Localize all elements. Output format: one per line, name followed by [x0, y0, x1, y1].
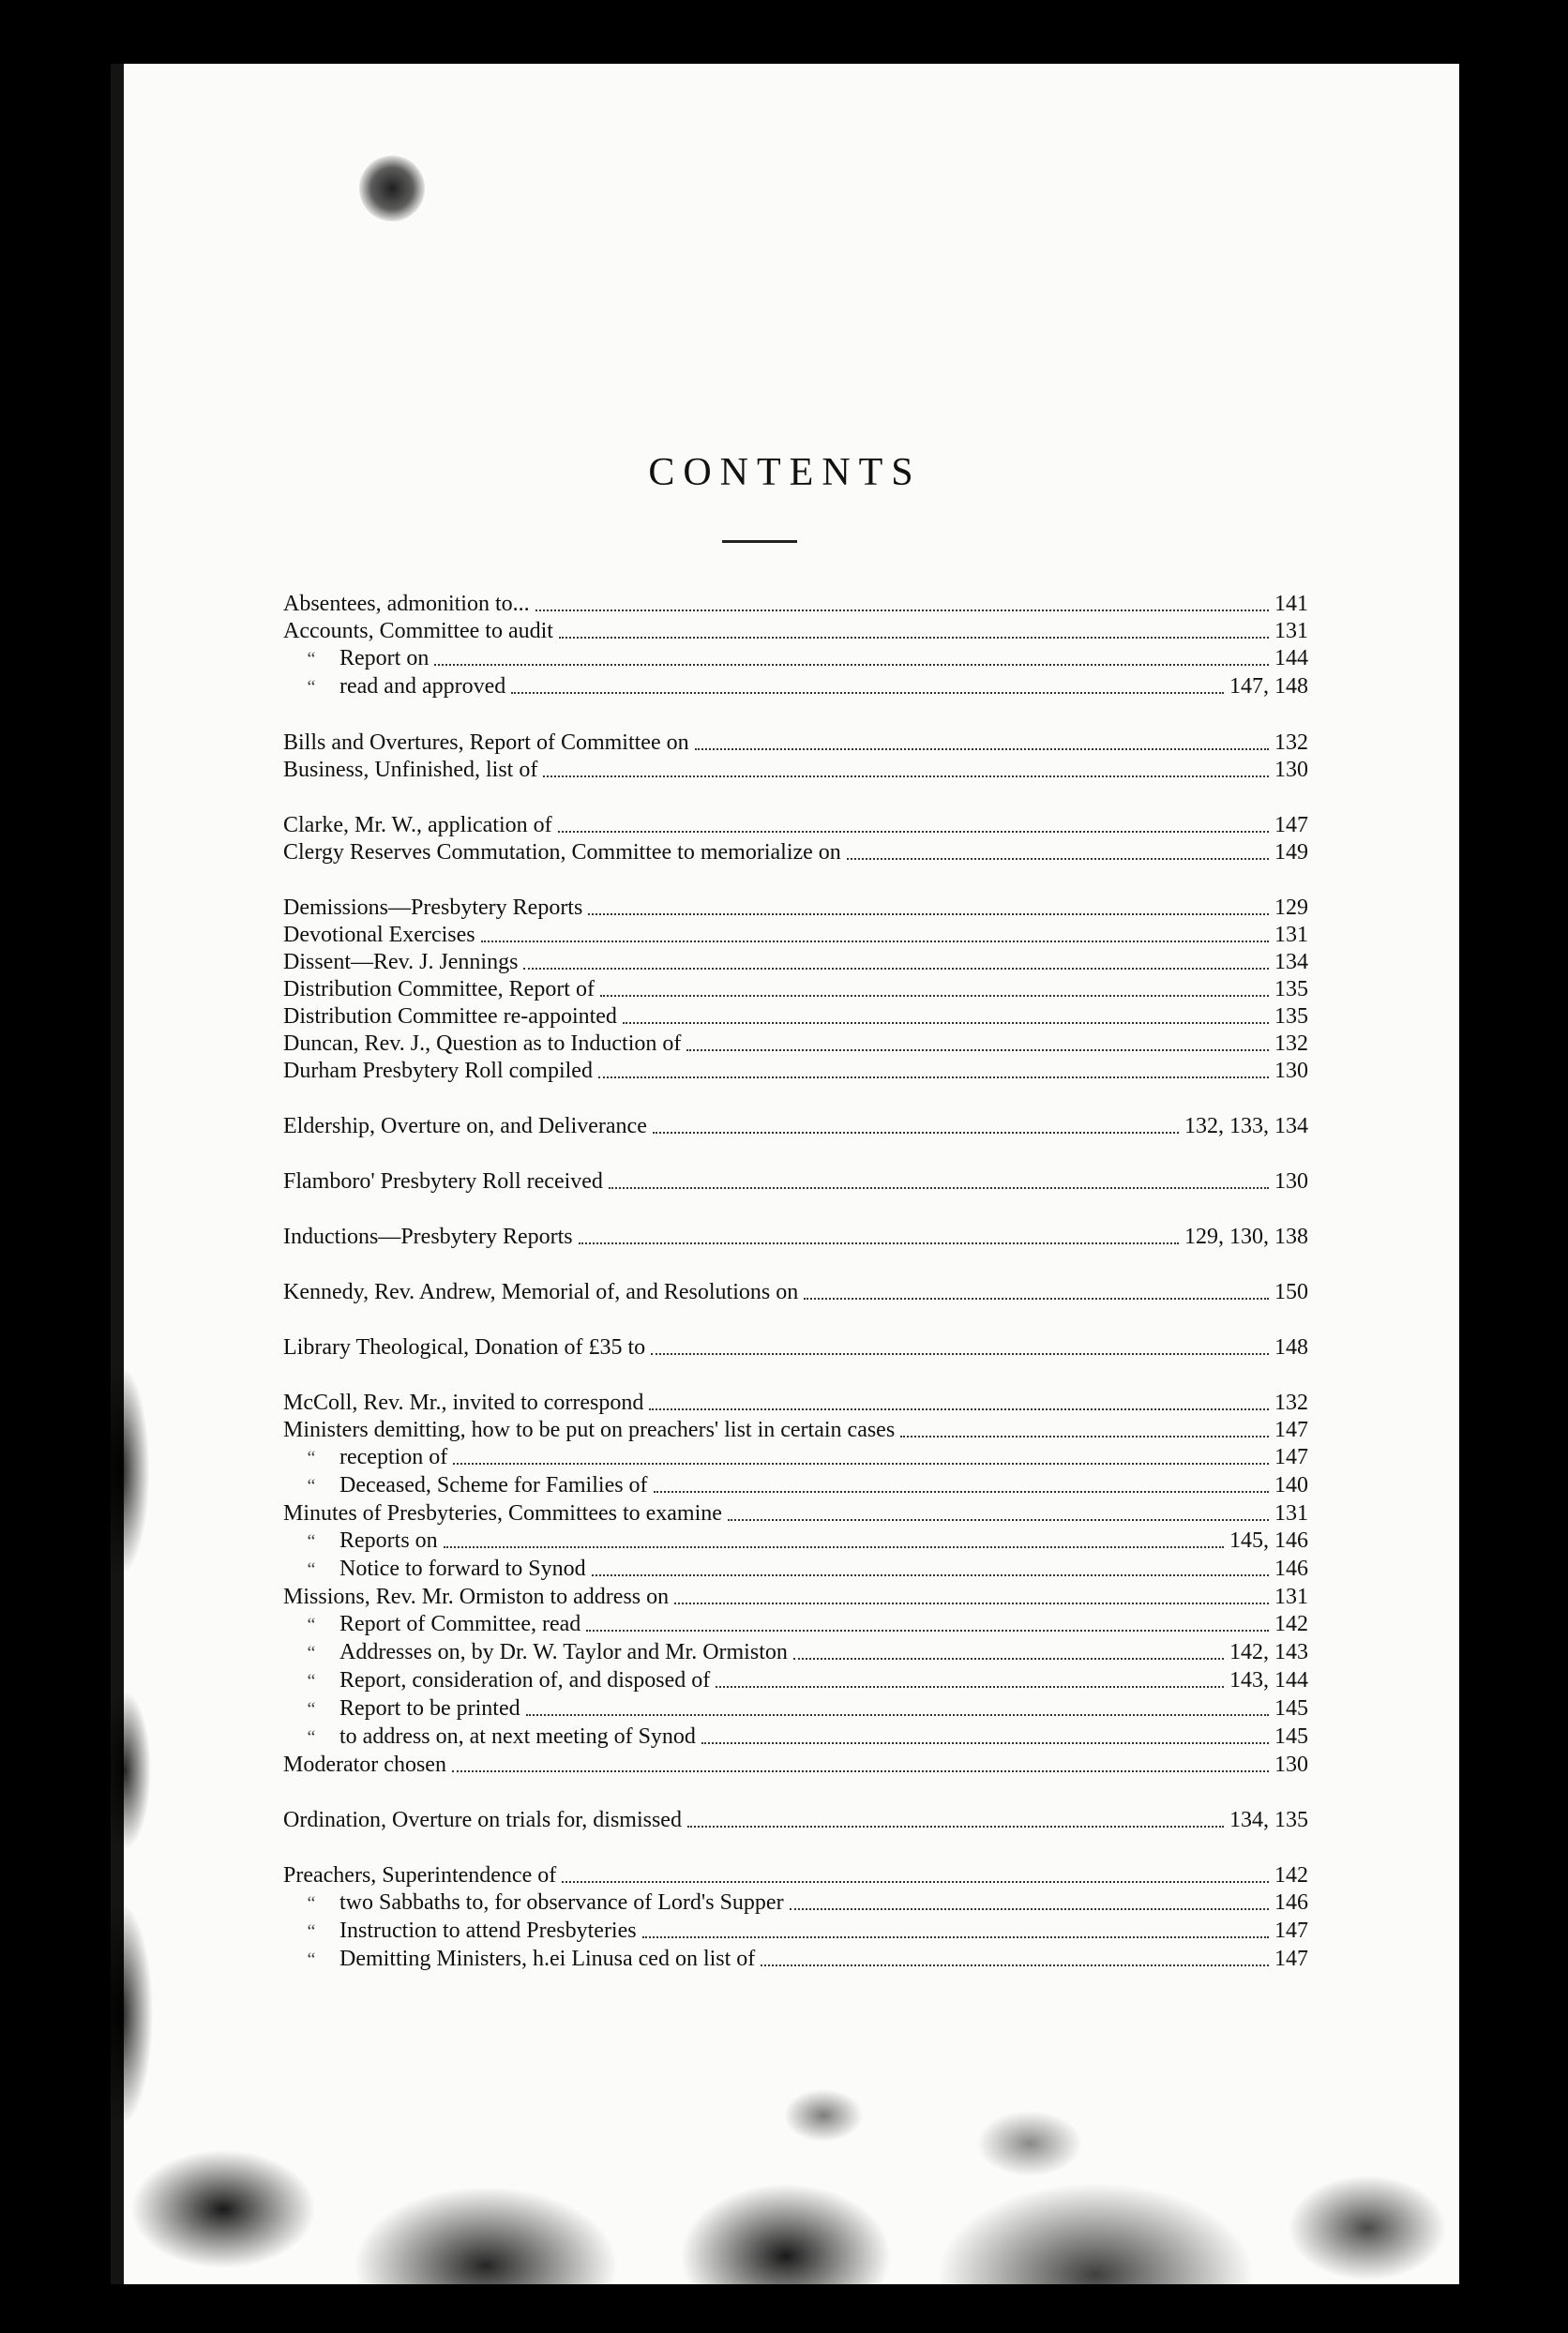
- dot-leader: [793, 1658, 1224, 1660]
- toc-entry-title: Library Theological, Donation of £35 to: [283, 1335, 646, 1360]
- dot-leader: [600, 995, 1269, 997]
- toc-entry: [283, 1224, 1308, 1251]
- toc-entry: [283, 1723, 1308, 1752]
- toc-entry-page: 130: [1274, 1753, 1308, 1777]
- toc-group: [283, 1168, 1308, 1196]
- toc-entry: [283, 1695, 1308, 1723]
- toc-entry-page: 132: [1274, 1391, 1308, 1415]
- dot-leader: [623, 1022, 1269, 1024]
- toc-entry-page: 145: [1274, 1696, 1308, 1721]
- toc-entry-page: 141: [1274, 592, 1308, 616]
- toc-entry: [283, 645, 1308, 673]
- toc-entry-title: Business, Unfinished, list of: [283, 758, 538, 782]
- dot-leader: [559, 637, 1269, 639]
- toc-entry-title: Inductions—Presbytery Reports: [283, 1225, 573, 1249]
- dot-leader: [579, 1242, 1179, 1244]
- toc-entry: [283, 1611, 1308, 1639]
- toc-entry-title: Preachers, Superintendence of: [283, 1863, 557, 1888]
- dot-leader: [543, 775, 1269, 777]
- toc-entry-page: 147: [1274, 813, 1308, 837]
- dot-leader: [511, 692, 1224, 694]
- toc-entry: [283, 730, 1308, 757]
- toc-entry-title: Eldership, Overture on, and Deliverance: [283, 1114, 647, 1138]
- toc-group: [283, 1334, 1308, 1362]
- toc-entry-page: 146: [1274, 1890, 1308, 1915]
- ditto-mark: “: [307, 1531, 316, 1552]
- toc-entry-page: 144: [1274, 646, 1308, 670]
- toc-entry-page: 132, 133, 134: [1184, 1114, 1308, 1138]
- toc-entry: [283, 618, 1308, 645]
- toc-entry-title: Dissent—Rev. J. Jennings: [283, 950, 519, 974]
- toc-entry: [283, 895, 1308, 922]
- toc-entry: [283, 949, 1308, 976]
- toc-group: [283, 895, 1308, 1085]
- toc-group: [283, 1279, 1308, 1306]
- toc-entry-page: 150: [1274, 1280, 1308, 1304]
- toc-entry-title: two Sabbaths to, for observance of Lord's Supper: [339, 1890, 784, 1915]
- toc-entry: [283, 1752, 1308, 1779]
- toc-entry: [283, 1528, 1308, 1556]
- toc-entry-page: 145, 146: [1229, 1528, 1308, 1553]
- page-title: CONTENTS: [648, 451, 922, 494]
- dot-leader: [444, 1546, 1224, 1548]
- toc-entry: [283, 839, 1308, 866]
- ditto-mark: “: [307, 1893, 316, 1914]
- toc-entry-page: 147: [1274, 1919, 1308, 1943]
- toc-entry-title: Absentees, admonition to...: [283, 592, 530, 616]
- title-rule: [722, 540, 797, 543]
- dot-leader: [804, 1298, 1269, 1300]
- toc-entry: [283, 1584, 1308, 1611]
- toc-entry-page: 134: [1274, 950, 1308, 974]
- toc-entry: [283, 1556, 1308, 1584]
- dot-leader: [526, 1714, 1269, 1716]
- toc-entry-title: Distribution Committee re-appointed: [283, 1004, 617, 1029]
- toc-entry-title: Distribution Committee, Report of: [283, 977, 595, 1001]
- toc-entry-title: Instruction to attend Presbyteries: [339, 1919, 637, 1943]
- dot-leader: [609, 1187, 1269, 1189]
- toc-group: [283, 730, 1308, 784]
- ditto-mark: “: [307, 1559, 316, 1580]
- toc-group: [283, 812, 1308, 866]
- toc-entry-page: 129, 130, 138: [1184, 1225, 1308, 1249]
- dot-leader: [535, 610, 1269, 611]
- ditto-mark: “: [307, 1476, 316, 1497]
- toc-entry: [283, 591, 1308, 618]
- toc-entry-title: Clarke, Mr. W., application of: [283, 813, 552, 837]
- toc-entry-page: 142, 143: [1229, 1640, 1308, 1664]
- toc-entry-page: 131: [1274, 1585, 1308, 1609]
- toc-entry-page: 132: [1274, 730, 1308, 755]
- toc-entry-title: reception of: [339, 1445, 448, 1469]
- toc-group: [283, 1113, 1308, 1140]
- toc-entry: [283, 1889, 1308, 1918]
- toc-entry-page: 130: [1274, 1059, 1308, 1083]
- toc-entry-title: Notice to forward to Synod: [339, 1557, 586, 1581]
- toc-entry-page: 143, 144: [1229, 1668, 1308, 1693]
- dot-leader: [761, 1964, 1269, 1966]
- dot-leader: [695, 748, 1269, 750]
- ditto-mark: “: [307, 1671, 316, 1692]
- toc-group: [283, 1807, 1308, 1834]
- toc-entry-title: Ordination, Overture on trials for, dismissed: [283, 1808, 682, 1832]
- ditto-mark: “: [307, 1921, 316, 1942]
- dot-leader: [716, 1686, 1224, 1688]
- dot-leader: [523, 968, 1269, 970]
- toc-entry-page: 149: [1274, 840, 1308, 865]
- ditto-mark: “: [307, 1699, 316, 1720]
- ditto-mark: “: [307, 1615, 316, 1635]
- toc-entry-title: McColl, Rev. Mr., invited to correspond: [283, 1391, 644, 1415]
- dot-leader: [642, 1936, 1269, 1938]
- toc-entry-title: to address on, at next meeting of Synod: [339, 1724, 696, 1749]
- toc-entry: [283, 1058, 1308, 1085]
- toc-entry: [283, 812, 1308, 839]
- toc-entry-title: Demitting Ministers, h.ei Linusa ced on list of: [339, 1947, 756, 1971]
- toc-entry-page: 130: [1274, 758, 1308, 782]
- toc-entry-page: 147: [1274, 1418, 1308, 1442]
- toc-entry-page: 134, 135: [1229, 1808, 1308, 1832]
- toc-entry-title: Kennedy, Rev. Andrew, Memorial of, and Resolutions on: [283, 1280, 799, 1304]
- toc-entry-title: Durham Presbytery Roll compiled: [283, 1059, 593, 1083]
- toc-entry-title: Deceased, Scheme for Families of: [339, 1473, 648, 1498]
- toc-entry: [283, 673, 1308, 701]
- water-damage-bottom: [111, 1994, 1459, 2284]
- dot-leader: [588, 913, 1269, 915]
- toc-entry: [283, 1862, 1308, 1889]
- toc-entry: [283, 1390, 1308, 1417]
- ditto-mark: “: [307, 1448, 316, 1468]
- toc-entry-title: Report of Committee, read: [339, 1612, 581, 1636]
- toc-entry: [283, 1807, 1308, 1834]
- dot-leader: [900, 1436, 1269, 1437]
- toc-entry-title: Moderator chosen: [283, 1753, 446, 1777]
- toc-entry-title: Devotional Exercises: [283, 923, 475, 947]
- toc-entry: [283, 1500, 1308, 1528]
- toc-entry: [283, 1031, 1308, 1058]
- toc-entry-page: 131: [1274, 619, 1308, 643]
- toc-entry-title: Report, consideration of, and disposed of: [339, 1668, 711, 1693]
- dot-leader: [586, 1630, 1269, 1632]
- ditto-mark: “: [307, 1727, 316, 1748]
- toc-entry-page: 140: [1274, 1473, 1308, 1498]
- toc-group: [283, 1862, 1308, 1974]
- toc-entry-title: Minutes of Presbyteries, Committees to examine: [283, 1501, 722, 1526]
- toc-entry-title: Duncan, Rev. J., Question as to Induction of: [283, 1031, 682, 1056]
- toc-entry-title: Missions, Rev. Mr. Ormiston to address on: [283, 1585, 670, 1609]
- toc-entry-title: Addresses on, by Dr. W. Taylor and Mr. Ormiston: [339, 1640, 788, 1664]
- toc-entry: [283, 976, 1308, 1003]
- toc-entry-page: 131: [1274, 1501, 1308, 1526]
- toc-entry: [283, 1667, 1308, 1695]
- toc-entry: [283, 1003, 1308, 1031]
- toc-entry: [283, 1946, 1308, 1974]
- toc-entry-title: Report on: [339, 646, 430, 670]
- toc-entry: [283, 1417, 1308, 1444]
- dot-leader: [453, 1463, 1269, 1465]
- dot-leader: [598, 1076, 1269, 1078]
- toc-entry-page: 142: [1274, 1863, 1308, 1888]
- ditto-mark: “: [307, 1949, 316, 1970]
- toc-entry-page: 145: [1274, 1724, 1308, 1749]
- toc-entry-page: 132: [1274, 1031, 1308, 1056]
- toc-group: [283, 1390, 1308, 1779]
- toc-group: [283, 1224, 1308, 1251]
- toc-entry-title: Report to be printed: [339, 1696, 520, 1721]
- dot-leader: [654, 1491, 1269, 1493]
- dot-leader: [687, 1826, 1224, 1828]
- dot-leader: [686, 1049, 1269, 1051]
- dot-leader: [701, 1742, 1269, 1744]
- toc-entry-page: 147: [1274, 1445, 1308, 1469]
- dot-leader: [558, 831, 1269, 833]
- dot-leader: [481, 941, 1269, 942]
- toc-entry: [283, 1113, 1308, 1140]
- toc-entry: [283, 757, 1308, 784]
- toc-entry-page: 130: [1274, 1169, 1308, 1194]
- toc-entry-title: Accounts, Committee to audit: [283, 619, 553, 643]
- toc-entry: [283, 1334, 1308, 1362]
- toc-entry-page: 135: [1274, 977, 1308, 1001]
- dot-leader: [651, 1353, 1269, 1355]
- toc-entry-title: Ministers demitting, how to be put on preachers' list in certain cases: [283, 1418, 896, 1442]
- dot-leader: [592, 1574, 1269, 1576]
- toc-entry-page: 135: [1274, 1004, 1308, 1029]
- toc-entry-title: Bills and Overtures, Report of Committee on: [283, 730, 689, 755]
- toc-entry: [283, 1918, 1308, 1946]
- toc-entry-page: 147: [1274, 1947, 1308, 1971]
- table-of-contents: [283, 591, 1308, 2002]
- toc-entry-title: read and approved: [339, 674, 506, 699]
- ditto-mark: “: [307, 1643, 316, 1663]
- dot-leader: [728, 1519, 1269, 1521]
- dot-leader: [562, 1881, 1269, 1883]
- dot-leader: [674, 1603, 1269, 1604]
- ditto-mark: “: [307, 649, 316, 670]
- toc-entry-page: 129: [1274, 896, 1308, 920]
- toc-entry-page: 146: [1274, 1557, 1308, 1581]
- ink-stain: [359, 156, 425, 221]
- dot-leader: [653, 1132, 1179, 1134]
- toc-entry-title: Reports on: [339, 1528, 438, 1553]
- document-page: [111, 64, 1459, 2284]
- toc-entry: [283, 1444, 1308, 1472]
- toc-group: [283, 591, 1308, 701]
- dot-leader: [649, 1408, 1269, 1410]
- toc-entry: [283, 1168, 1308, 1196]
- toc-entry-title: Flamboro' Presbytery Roll received: [283, 1169, 603, 1194]
- toc-entry: [283, 1472, 1308, 1500]
- toc-entry-title: Clergy Reserves Commutation, Committee to memorialize on: [283, 840, 841, 865]
- ditto-mark: “: [307, 677, 316, 698]
- toc-entry: [283, 1279, 1308, 1306]
- toc-entry-page: 147, 148: [1229, 674, 1308, 699]
- dot-leader: [434, 664, 1269, 666]
- toc-entry-title: Demissions—Presbytery Reports: [283, 896, 583, 920]
- dot-leader: [452, 1770, 1269, 1772]
- toc-entry-page: 131: [1274, 923, 1308, 947]
- toc-entry-page: 148: [1274, 1335, 1308, 1360]
- toc-entry: [283, 1639, 1308, 1667]
- toc-entry-page: 142: [1274, 1612, 1308, 1636]
- dot-leader: [790, 1908, 1269, 1910]
- toc-entry: [283, 922, 1308, 949]
- dot-leader: [847, 858, 1269, 860]
